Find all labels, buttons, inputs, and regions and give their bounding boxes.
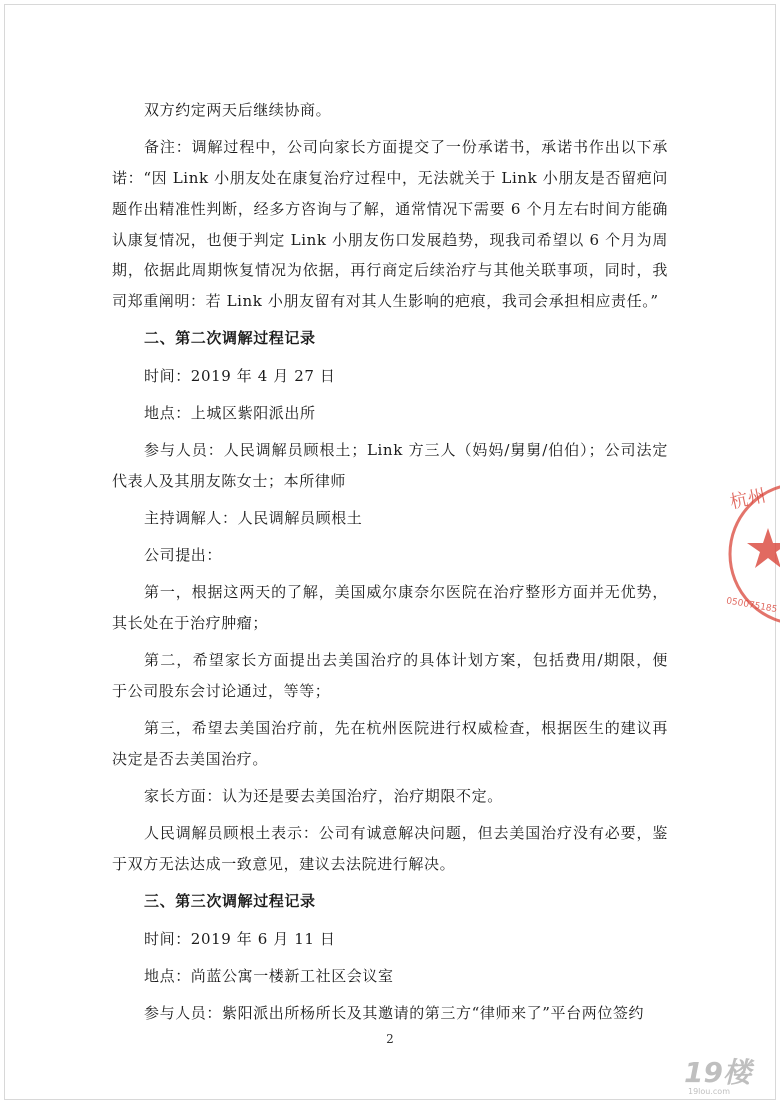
text-line: 第一，根据这两天的了解，美国威尔康奈尔医院在治疗整形方面并无优势， [144, 583, 668, 602]
paragraph [112, 100, 668, 121]
text-line: 其长处在于治疗肿瘤； [112, 614, 269, 633]
paragraph [112, 545, 668, 566]
paragraph [112, 650, 668, 702]
seal-stamp [722, 474, 780, 634]
seal-text: 杭州 [728, 485, 768, 514]
paragraph [112, 966, 668, 987]
text-line: 于双方无法达成一致意见，建议去法院进行解决。 [112, 855, 456, 874]
text-line: 期，依据此周期恢复情况为依据，再行商定后续治疗与其他关联事项，同时，我 [112, 261, 668, 280]
text-line: 参与人员：人民调解员顾根土；Link 方三人（妈妈/舅舅/伯伯）；公司法定 [144, 440, 668, 459]
text-line: 第三，希望去美国治疗前，先在杭州医院进行权威检查，根据医生的建议再 [144, 719, 668, 738]
paragraph [112, 366, 668, 387]
paragraph [112, 1003, 668, 1024]
paragraph [112, 718, 668, 770]
page-number: 2 [386, 1032, 394, 1046]
paragraph [112, 403, 668, 424]
paragraph [112, 440, 668, 492]
document-body [112, 100, 668, 1024]
text-line: 题作出精准性判断，经多方咨询与了解，通常情况下需要 6 个月左右时间方能确 [112, 199, 668, 218]
seal-number: 050075185 [725, 596, 778, 616]
paragraph [112, 786, 668, 807]
text-line: 第二，希望家长方面提出去美国治疗的具体计划方案，包括费用/期限，便 [144, 651, 668, 670]
section-heading [112, 891, 668, 912]
seal-star-icon [747, 528, 780, 568]
paragraph [112, 929, 668, 950]
text-line: 三、第三次调解过程记录 [144, 892, 316, 911]
text-line: 时间：2019 年 4 月 27 日 [144, 366, 336, 385]
text-line: 司郑重阐明：若 Link 小朋友留有对其人生影响的疤痕，我司会承担相应责任。” [112, 292, 659, 311]
text-line: 时间：2019 年 6 月 11 日 [144, 929, 336, 948]
text-line: 二、第二次调解过程记录 [144, 329, 316, 348]
watermark-subtext: 19lou.com [688, 1087, 730, 1096]
text-line: 人民调解员顾根土表示：公司有诚意解决问题，但去美国治疗没有必要，鉴 [144, 824, 668, 843]
text-line: 地点：上城区紫阳派出所 [144, 403, 316, 422]
text-line: 主持调解人：人民调解员顾根土 [144, 508, 363, 527]
text-line: 地点：尚蓝公寓一楼新工社区会议室 [144, 966, 394, 985]
text-line: 决定是否去美国治疗。 [112, 750, 269, 769]
text-line: 家长方面：认为还是要去美国治疗，治疗期限不定。 [144, 787, 503, 806]
paragraph [112, 823, 668, 875]
paragraph [112, 582, 668, 634]
text-line: 于公司股东会讨论通过，等等； [112, 682, 331, 701]
text-line: 认康复情况，也便于判定 Link 小朋友伤口发展趋势，现我司希望以 6 个月为周 [112, 230, 668, 249]
text-line: 参与人员：紫阳派出所杨所长及其邀请的第三方“律师来了”平台两位签约 [144, 1003, 645, 1022]
text-line: 代表人及其朋友陈女士；本所律师 [112, 471, 347, 490]
text-line: 备注：调解过程中，公司向家长方面提交了一份承诺书，承诺书作出以下承 [144, 138, 668, 157]
text-line: 双方约定两天后继续协商。 [144, 101, 332, 119]
watermark-text: 19楼 [684, 1056, 751, 1089]
site-watermark-logo [676, 1052, 776, 1098]
paragraph [112, 508, 668, 529]
text-line: 诺：“因 Link 小朋友处在康复治疗过程中，无法就关于 Link 小朋友是否留疤问 [112, 168, 668, 187]
section-heading [112, 328, 668, 349]
text-line: 公司提出： [144, 546, 223, 565]
paragraph [112, 137, 668, 312]
